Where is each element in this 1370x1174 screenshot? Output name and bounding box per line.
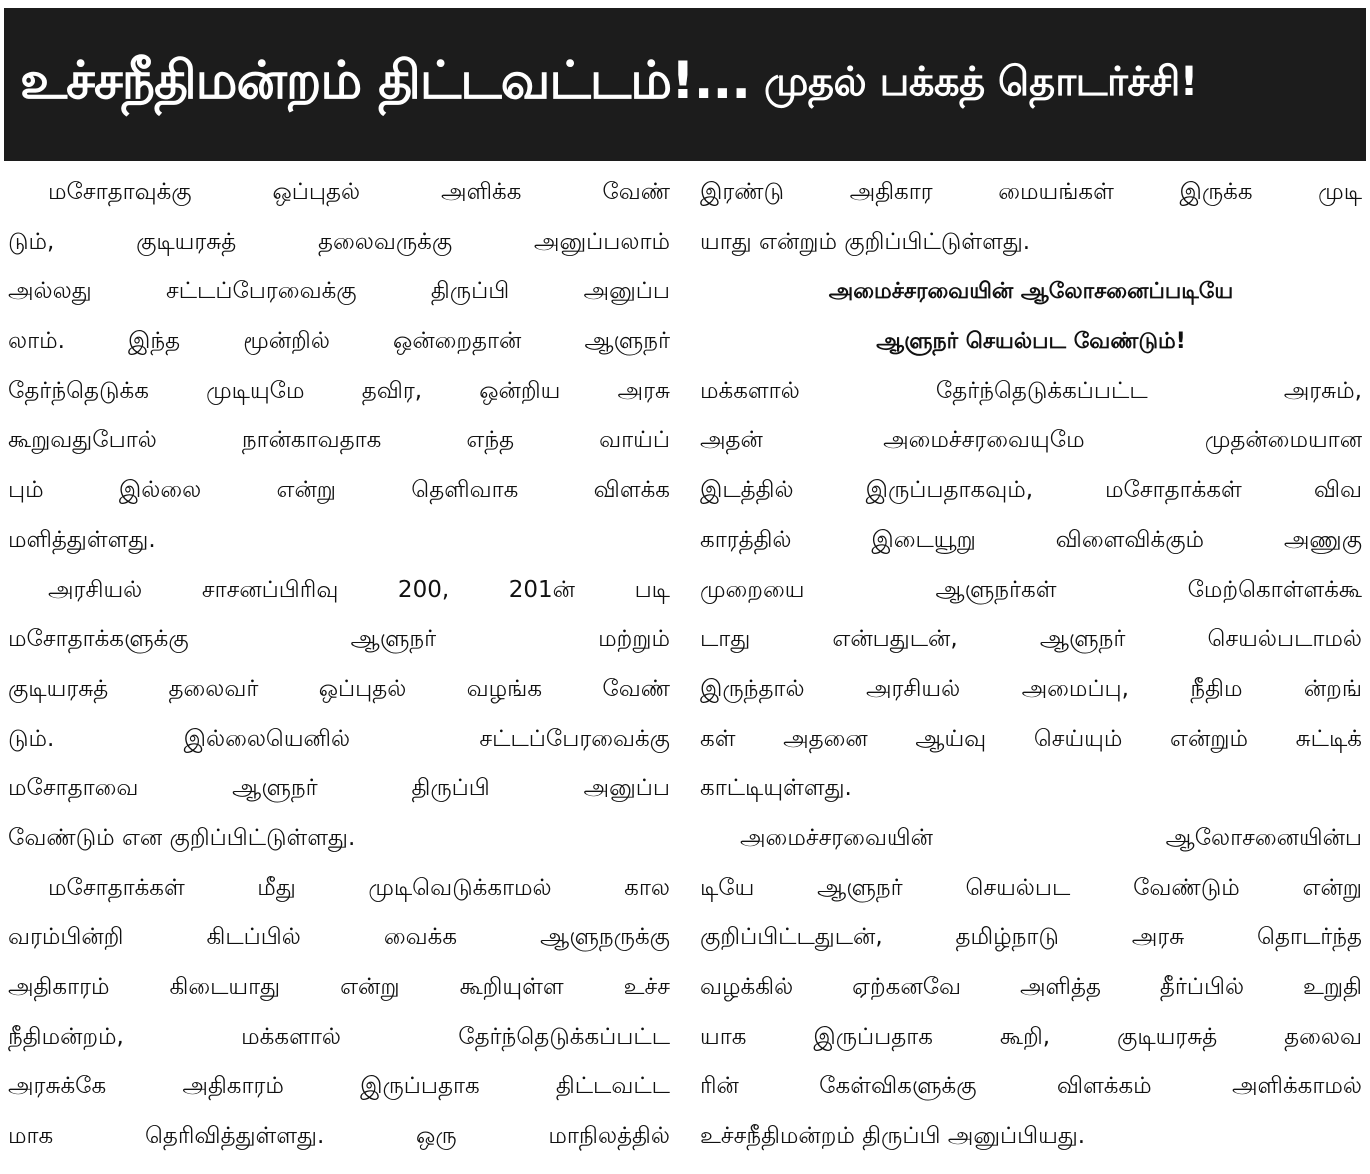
- right-text-line: இருந்தால் அரசியல் அமைப்பு, நீதிம ன்றங்: [700, 675, 1362, 702]
- right-text-line: மக்களால் தேர்ந்தெடுக்கப்பட்ட அரசும்,: [700, 377, 1362, 404]
- right-text-line: இடத்தில் இருப்பதாகவும், மசோதாக்கள் விவ: [700, 477, 1362, 504]
- subheading-line: ஆளுநர் செயல்பட வேண்டும்!: [876, 329, 1186, 355]
- left-text-line: வேண்டும் என குறிப்பிட்டுள்ளது.: [8, 824, 356, 851]
- right-text-line: முறையை ஆளுநர்கள் மேற்கொள்ளக்கூ: [700, 576, 1362, 603]
- left-text-line: அல்லது சட்டப்பேரவைக்கு திருப்பி அனுப்ப: [8, 278, 670, 305]
- left-text-line: வரம்பின்றி கிடப்பில் வைக்க ஆளுநருக்கு: [8, 924, 670, 951]
- left-text-line: நீதிமன்றம், மக்களால் தேர்ந்தெடுக்கப்பட்ட: [8, 1023, 670, 1050]
- left-text-line: மசோதாக்களுக்கு ஆளுநர் மற்றும்: [8, 626, 670, 653]
- left-text-line: அதிகாரம் கிடையாது என்று கூறியுள்ள உச்ச: [8, 974, 670, 1000]
- left-text-line: டும். இல்லையெனில் சட்டப்பேரவைக்கு: [8, 725, 670, 752]
- right-text-line: யாக இருப்பதாக கூறி, குடியரசுத் தலைவ: [700, 1023, 1362, 1050]
- right-text-line: டாது என்பதுடன், ஆளுநர் செயல்படாமல்: [700, 626, 1362, 653]
- right-text-line: இரண்டு அதிகார மையங்கள் இருக்க முடி: [700, 179, 1362, 205]
- left-text-line: டும், குடியரசுத் தலைவருக்கு அனுப்பலாம்: [8, 228, 670, 255]
- left-text-line: மசோதாவுக்கு ஒப்புதல் அளிக்க வேண்: [48, 179, 670, 205]
- left-text-line: மசோதாவை ஆளுநர் திருப்பி அனுப்ப: [8, 775, 670, 802]
- right-text-line: வழக்கில் ஏற்கனவே அளித்த தீர்ப்பில் உறுதி: [700, 974, 1362, 1000]
- headline-banner: [4, 8, 1366, 161]
- right-text-line: உச்சநீதிமன்றம் திருப்பி அனுப்பியது.: [700, 1123, 1086, 1150]
- left-text-line: மளித்துள்ளது.: [8, 526, 156, 553]
- left-text-line: லாம். இந்த மூன்றில் ஒன்றைதான் ஆளுநர்: [8, 328, 670, 355]
- right-text-line: யாது என்றும் குறிப்பிட்டுள்ளது.: [700, 228, 1031, 255]
- right-text-line: காரத்தில் இடையூறு விளைவிக்கும் அணுகு: [700, 526, 1362, 553]
- right-text-line: குறிப்பிட்டதுடன், தமிழ்நாடு அரசு தொடர்ந்த: [700, 924, 1362, 951]
- headline-subtitle: முதல் பக்கத் தொடர்ச்சி!: [764, 59, 1198, 105]
- left-text-line: அரசுக்கே அதிகாரம் இருப்பதாக திட்டவட்ட: [8, 1073, 670, 1100]
- article-column-right: [700, 168, 1362, 1162]
- right-text-line: காட்டியுள்ளது.: [700, 775, 852, 802]
- left-text-line: பும் இல்லை என்று தெளிவாக விளக்க: [8, 477, 670, 504]
- left-text-line: கூறுவதுபோல் நான்காவதாக எந்த வாய்ப்: [8, 427, 670, 454]
- right-text-line: டியே ஆளுநர் செயல்பட வேண்டும் என்று: [700, 874, 1362, 901]
- right-text-line: ரின் கேள்விகளுக்கு விளக்கம் அளிக்காமல்: [700, 1073, 1362, 1100]
- left-text-line: குடியரசுத் தலைவர் ஒப்புதல் வழங்க வேண்: [8, 675, 670, 702]
- right-text-line: கள் அதனை ஆய்வு செய்யும் என்றும் சுட்டிக்: [700, 725, 1362, 752]
- headline-title: உச்சநீதிமன்றம் திட்டவட்டம்!...: [20, 51, 751, 111]
- subheading-line: அமைச்சரவையின் ஆலோசனைப்படியே: [828, 279, 1234, 305]
- right-text-line: அமைச்சரவையின் ஆலோசனையின்ப: [740, 824, 1362, 851]
- left-text-line: தேர்ந்தெடுக்க முடியுமே தவிர, ஒன்றிய அரசு: [8, 377, 670, 404]
- right-text-line: அதன் அமைச்சரவையுமே முதன்மையான: [700, 427, 1362, 454]
- left-text-line: மாக தெரிவித்துள்ளது. ஒரு மாநிலத்தில்: [8, 1123, 670, 1150]
- article-column-left: [8, 168, 670, 1162]
- left-text-line: அரசியல் சாசனப்பிரிவு 200, 201ன் படி: [48, 576, 670, 603]
- left-text-line: மசோதாக்கள் மீது முடிவெடுக்காமல் கால: [48, 874, 670, 901]
